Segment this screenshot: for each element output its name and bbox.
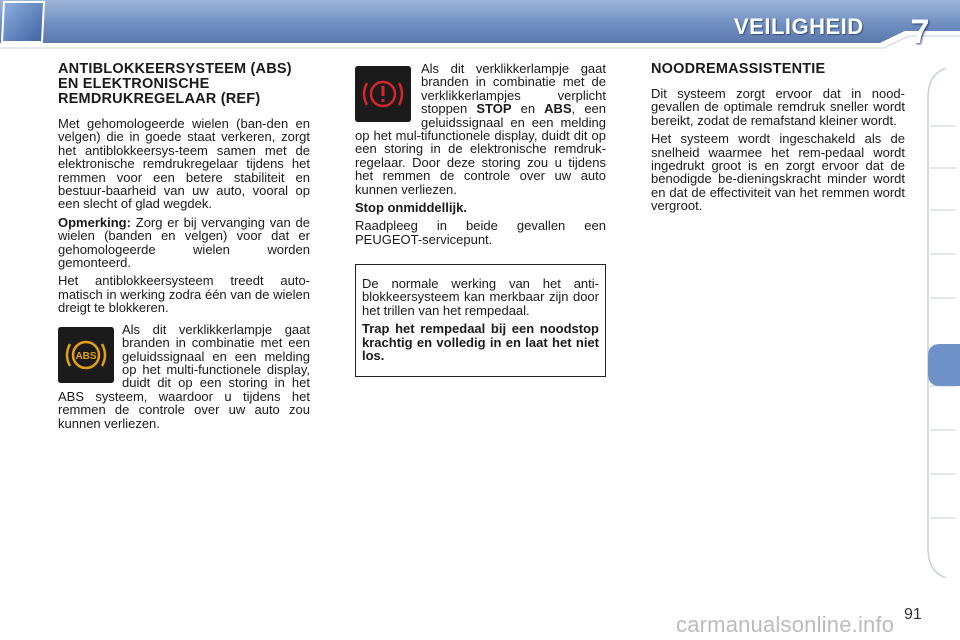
abs-label: ABS (544, 101, 572, 117)
ref-text-c: , een geluidssignaal en een melding op het mul-tifunctionele display, duidt dit op een storing in de elektronische remdruk-regelaar. Door deze storing zou u tijdens het remmen de controle over uw auto kunnen verliezen. (355, 101, 607, 197)
info-box-bold-text: Trap het rempedaal bij een noodstop krachtig en volledig in en laat het niet los. (362, 321, 599, 364)
stop-now-text: Stop onmiddellijk. (355, 200, 467, 216)
brake-assist-paragraph-1: Dit systeem zorgt ervoor dat in nood-gevallen de optimale remdruk sneller wordt bereikt, zodat de remafstand kleiner wordt. (651, 86, 905, 128)
brake-warning-light-icon (355, 66, 411, 122)
section-title: VEILIGHEID (734, 14, 864, 39)
column-abs (58, 62, 310, 435)
heading-abs: ANTIBLOKKEERSYSTEEM (ABS) EN ELEKTRONISCHE REMDRUKREGELAAR (REF) (58, 61, 292, 107)
page-number: 91 (904, 606, 922, 623)
service-paragraph: Raadpleeg in beide gevallen een PEUGEOT-servicepunt. (355, 218, 606, 247)
abs-warning-paragraph (58, 323, 310, 430)
abs-warning-light-icon (58, 327, 114, 383)
column-ref (355, 62, 606, 251)
info-box-text: De normale werking van het anti-blokkeersysteem kan merkbaar zijn door het trillen van het rempedaal. (362, 276, 599, 318)
header-band (0, 0, 960, 56)
column-brake-assist (651, 62, 905, 218)
chapter-number: 7 (910, 13, 930, 51)
note-text: Zorg er bij vervanging van de wielen (banden en velgen) voor dat er gehomologeerde wielen worden gemonteerd. (58, 214, 310, 271)
heading-brake-assist: NOODREMASSISTENTIE (651, 61, 826, 77)
chapter-side-tabs[interactable] (926, 68, 960, 578)
watermark-text: carmanualsonline.info (676, 612, 895, 637)
abs-icon-label: ABS (75, 350, 97, 362)
note-label: Opmerking: (58, 214, 131, 230)
brake-assist-paragraph-2: Het systeem wordt ingeschakeld als de snelheid waarmee het rem-pedaal wordt ingedrukt groot is en zorgt ervoor dat de benodigde be-dieningskracht minder wordt en dat de effectiviteit van het remmen wordt vergroot. (651, 131, 905, 214)
abs-warning-text: Als dit verklikkerlampje gaat branden in combinatie met een geluidssignaal en een melding op het multi-functionele display, duidt dit op een storing in het ABS systeem, waardoor u tijdens het remmen de controle over uw auto zou kunnen verliezen. (58, 321, 310, 431)
abs-activation-paragraph: Het antiblokkeersysteem treedt auto-matisch in werking zodra één van de wielen dreigt te blokkeren. (58, 273, 310, 316)
chapter-badge (0, 0, 46, 44)
info-box (355, 264, 606, 377)
ref-text-b: en (511, 101, 545, 117)
note-paragraph (58, 216, 310, 270)
ref-warning-paragraph (355, 62, 606, 196)
abs-intro-paragraph: Met gehomologeerde wielen (ban-den en velgen) die in goede staat verkeren, zorgt het antiblokkeersys-teem samen met de elektronische remdrukregelaar tijdens het remmen voor een betere stabiliteit en bestuur-baarheid van uw auto, vooral op een slecht of glad wegdek. (58, 116, 310, 212)
active-chapter-tab[interactable] (928, 344, 960, 386)
stop-label: STOP (476, 101, 512, 117)
ref-text-a: Als dit verklikkerlampje gaat branden in combinatie met de verklikkerlampjes verplicht stoppen (421, 61, 606, 117)
